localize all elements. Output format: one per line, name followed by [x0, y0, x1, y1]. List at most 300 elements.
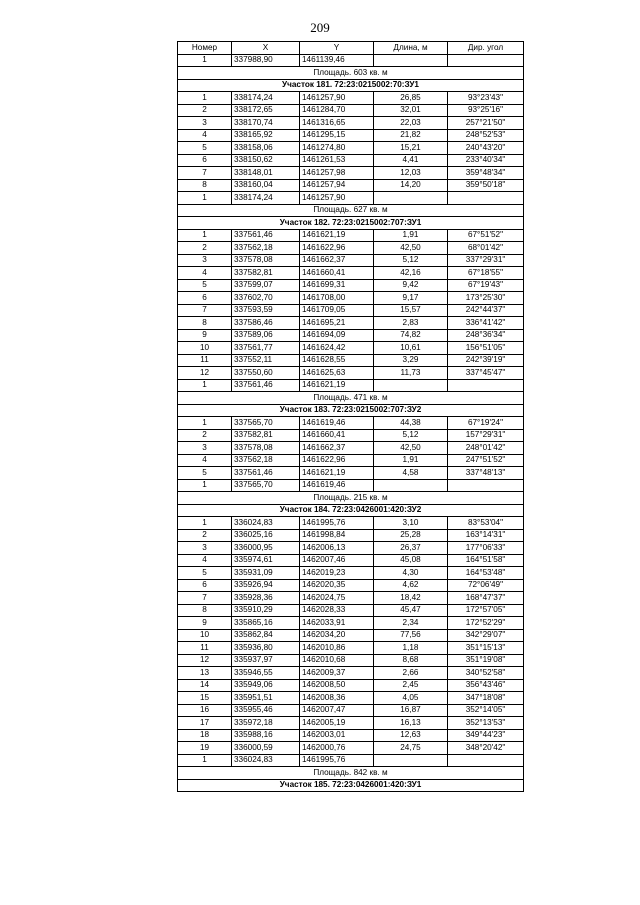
x-coordinate-cell: 335988,16 — [232, 729, 300, 742]
length-cell: 1,91 — [374, 229, 448, 242]
direction-angle-cell: 351°19'08" — [448, 654, 524, 667]
point-number-cell: 10 — [178, 342, 232, 355]
area-label: Площадь. 842 кв. м — [178, 767, 524, 780]
y-coordinate-cell: 1461621,19 — [300, 379, 374, 392]
y-coordinate-cell: 1462009,37 — [300, 667, 374, 680]
point-number-cell: 4 — [178, 129, 232, 142]
area-row — [178, 492, 524, 505]
length-cell: 74,82 — [374, 329, 448, 342]
length-cell: 1,91 — [374, 454, 448, 467]
direction-angle-cell: 337°48'13" — [448, 467, 524, 480]
table-row — [178, 717, 524, 730]
length-cell: 42,16 — [374, 267, 448, 280]
area-label: Площадь. 627 кв. м — [178, 204, 524, 217]
point-number-cell: 8 — [178, 179, 232, 192]
point-number-cell: 15 — [178, 692, 232, 705]
y-coordinate-cell: 1461621,19 — [300, 229, 374, 242]
direction-angle-cell: 352°14'05" — [448, 704, 524, 717]
x-coordinate-cell: 336024,83 — [232, 517, 300, 530]
length-cell: 10,61 — [374, 342, 448, 355]
table-row — [178, 479, 524, 492]
y-coordinate-cell: 1462008,36 — [300, 692, 374, 705]
direction-angle-cell: 257°21'50" — [448, 117, 524, 130]
area-row — [178, 67, 524, 80]
x-coordinate-cell: 336000,95 — [232, 542, 300, 555]
table-row — [178, 379, 524, 392]
point-number-cell: 12 — [178, 654, 232, 667]
table-row — [178, 604, 524, 617]
table-row — [178, 567, 524, 580]
direction-angle-cell: 356°43'46" — [448, 679, 524, 692]
area-label: Площадь. 471 кв. м — [178, 392, 524, 405]
coordinates-table — [177, 41, 524, 792]
y-coordinate-cell: 1462006,13 — [300, 542, 374, 555]
y-coordinate-cell: 1461624,42 — [300, 342, 374, 355]
table-row — [178, 542, 524, 555]
length-cell: 12,63 — [374, 729, 448, 742]
header-y: Y — [300, 42, 374, 55]
table-row — [178, 92, 524, 105]
x-coordinate-cell: 338148,01 — [232, 167, 300, 180]
x-coordinate-cell: 337582,81 — [232, 429, 300, 442]
x-coordinate-cell: 337562,18 — [232, 242, 300, 255]
table-row — [178, 304, 524, 317]
point-number-cell: 16 — [178, 704, 232, 717]
table-row — [178, 192, 524, 205]
section-heading-row — [178, 779, 524, 792]
direction-angle-cell: 247°51'52" — [448, 454, 524, 467]
length-cell: 4,30 — [374, 567, 448, 580]
area-row — [178, 767, 524, 780]
point-number-cell: 9 — [178, 329, 232, 342]
direction-angle-cell: 248°52'53" — [448, 129, 524, 142]
length-cell: 3,10 — [374, 517, 448, 530]
length-cell: 12,03 — [374, 167, 448, 180]
y-coordinate-cell: 1461261,53 — [300, 154, 374, 167]
y-coordinate-cell: 1461257,94 — [300, 179, 374, 192]
direction-angle-cell: 164°53'48" — [448, 567, 524, 580]
length-cell: 45,47 — [374, 604, 448, 617]
direction-angle-cell: 156°51'05" — [448, 342, 524, 355]
point-number-cell: 1 — [178, 192, 232, 205]
length-cell: 24,75 — [374, 742, 448, 755]
length-cell: 26,37 — [374, 542, 448, 555]
header-x: X — [232, 42, 300, 55]
length-cell: 11,73 — [374, 367, 448, 380]
direction-angle-cell: 177°06'33" — [448, 542, 524, 555]
y-coordinate-cell: 1461316,65 — [300, 117, 374, 130]
point-number-cell: 11 — [178, 642, 232, 655]
point-number-cell: 4 — [178, 267, 232, 280]
table-row — [178, 292, 524, 305]
x-coordinate-cell: 337593,59 — [232, 304, 300, 317]
direction-angle-cell — [448, 754, 524, 767]
x-coordinate-cell: 337552,11 — [232, 354, 300, 367]
point-number-cell: 2 — [178, 529, 232, 542]
y-coordinate-cell: 1461695,21 — [300, 317, 374, 330]
length-cell: 22,03 — [374, 117, 448, 130]
table-row — [178, 317, 524, 330]
x-coordinate-cell: 336025,16 — [232, 529, 300, 542]
table-row — [178, 104, 524, 117]
point-number-cell: 19 — [178, 742, 232, 755]
point-number-cell: 5 — [178, 142, 232, 155]
header-length: Длина, м — [374, 42, 448, 55]
x-coordinate-cell: 337561,77 — [232, 342, 300, 355]
table-row — [178, 579, 524, 592]
area-row — [178, 392, 524, 405]
point-number-cell: 1 — [178, 229, 232, 242]
direction-angle-cell: 72°06'49" — [448, 579, 524, 592]
length-cell: 16,13 — [374, 717, 448, 730]
length-cell: 5,12 — [374, 254, 448, 267]
length-cell: 26,85 — [374, 92, 448, 105]
point-number-cell: 6 — [178, 579, 232, 592]
y-coordinate-cell: 1462010,86 — [300, 642, 374, 655]
x-coordinate-cell: 335926,94 — [232, 579, 300, 592]
point-number-cell: 5 — [178, 567, 232, 580]
y-coordinate-cell: 1462034,20 — [300, 629, 374, 642]
direction-angle-cell: 168°47'37" — [448, 592, 524, 605]
table-row — [178, 467, 524, 480]
point-number-cell: 3 — [178, 442, 232, 455]
point-number-cell: 11 — [178, 354, 232, 367]
length-cell: 2,34 — [374, 617, 448, 630]
y-coordinate-cell: 1461619,46 — [300, 417, 374, 430]
x-coordinate-cell: 335936,80 — [232, 642, 300, 655]
y-coordinate-cell: 1461998,84 — [300, 529, 374, 542]
length-cell: 4,41 — [374, 154, 448, 167]
section-heading-row — [178, 504, 524, 517]
x-coordinate-cell: 337602,70 — [232, 292, 300, 305]
y-coordinate-cell: 1461625,63 — [300, 367, 374, 380]
point-number-cell: 18 — [178, 729, 232, 742]
x-coordinate-cell: 337582,81 — [232, 267, 300, 280]
direction-angle-cell: 242°44'37" — [448, 304, 524, 317]
direction-angle-cell: 349°44'23" — [448, 729, 524, 742]
x-coordinate-cell: 336024,83 — [232, 754, 300, 767]
direction-angle-cell: 83°53'04" — [448, 517, 524, 530]
y-coordinate-cell: 1461660,41 — [300, 267, 374, 280]
x-coordinate-cell: 337589,06 — [232, 329, 300, 342]
point-number-cell: 14 — [178, 679, 232, 692]
length-cell: 32,01 — [374, 104, 448, 117]
direction-angle-cell: 351°15'13" — [448, 642, 524, 655]
y-coordinate-cell: 1462020,35 — [300, 579, 374, 592]
point-number-cell: 12 — [178, 367, 232, 380]
point-number-cell: 1 — [178, 417, 232, 430]
point-number-cell: 17 — [178, 717, 232, 730]
point-number-cell: 6 — [178, 154, 232, 167]
point-number-cell: 3 — [178, 254, 232, 267]
direction-angle-cell: 233°40'34" — [448, 154, 524, 167]
length-cell: 2,45 — [374, 679, 448, 692]
y-coordinate-cell: 1461694,09 — [300, 329, 374, 342]
table-row — [178, 279, 524, 292]
length-cell: 9,42 — [374, 279, 448, 292]
y-coordinate-cell: 1462000,76 — [300, 742, 374, 755]
point-number-cell: 4 — [178, 554, 232, 567]
point-number-cell: 1 — [178, 92, 232, 105]
length-cell: 77,56 — [374, 629, 448, 642]
point-number-cell: 7 — [178, 304, 232, 317]
x-coordinate-cell: 338170,74 — [232, 117, 300, 130]
point-number-cell: 7 — [178, 167, 232, 180]
header-number: Номер — [178, 42, 232, 55]
table-row — [178, 642, 524, 655]
table-row — [178, 342, 524, 355]
y-coordinate-cell: 1462003,01 — [300, 729, 374, 742]
direction-angle-cell: 67°18'55" — [448, 267, 524, 280]
length-cell: 5,12 — [374, 429, 448, 442]
point-number-cell: 4 — [178, 454, 232, 467]
table-row — [178, 617, 524, 630]
length-cell: 42,50 — [374, 442, 448, 455]
direction-angle-cell: 348°20'42" — [448, 742, 524, 755]
x-coordinate-cell: 335974,61 — [232, 554, 300, 567]
direction-angle-cell: 163°14'31" — [448, 529, 524, 542]
table-row — [178, 54, 524, 67]
direction-angle-cell: 93°23'43" — [448, 92, 524, 105]
y-coordinate-cell: 1461257,98 — [300, 167, 374, 180]
table-row — [178, 242, 524, 255]
x-coordinate-cell: 337578,08 — [232, 254, 300, 267]
length-cell: 1,18 — [374, 642, 448, 655]
section-heading: Участок 185. 72:23:0426001:420:ЗУ1 — [178, 779, 524, 792]
y-coordinate-cell: 1461622,96 — [300, 242, 374, 255]
direction-angle-cell: 68°01'42" — [448, 242, 524, 255]
table-row — [178, 229, 524, 242]
direction-angle-cell: 164°51'58" — [448, 554, 524, 567]
x-coordinate-cell: 335955,46 — [232, 704, 300, 717]
x-coordinate-cell: 335937,97 — [232, 654, 300, 667]
x-coordinate-cell: 338174,24 — [232, 92, 300, 105]
point-number-cell: 5 — [178, 467, 232, 480]
x-coordinate-cell: 336000,59 — [232, 742, 300, 755]
y-coordinate-cell: 1462005,19 — [300, 717, 374, 730]
table-row — [178, 429, 524, 442]
y-coordinate-cell: 1461699,31 — [300, 279, 374, 292]
direction-angle-cell — [448, 379, 524, 392]
point-number-cell: 1 — [178, 379, 232, 392]
y-coordinate-cell: 1462010,68 — [300, 654, 374, 667]
table-row — [178, 254, 524, 267]
y-coordinate-cell: 1462007,47 — [300, 704, 374, 717]
table-row — [178, 354, 524, 367]
direction-angle-cell: 67°51'52" — [448, 229, 524, 242]
table-row — [178, 554, 524, 567]
direction-angle-cell: 359°48'34" — [448, 167, 524, 180]
table-row — [178, 729, 524, 742]
x-coordinate-cell: 337562,18 — [232, 454, 300, 467]
y-coordinate-cell: 1461619,46 — [300, 479, 374, 492]
x-coordinate-cell: 335928,36 — [232, 592, 300, 605]
direction-angle-cell — [448, 192, 524, 205]
x-coordinate-cell: 335946,55 — [232, 667, 300, 680]
direction-angle-cell: 67°19'43" — [448, 279, 524, 292]
length-cell — [374, 192, 448, 205]
direction-angle-cell: 172°57'05" — [448, 604, 524, 617]
y-coordinate-cell: 1462019,23 — [300, 567, 374, 580]
section-heading-row — [178, 79, 524, 92]
point-number-cell: 1 — [178, 517, 232, 530]
x-coordinate-cell: 337561,46 — [232, 467, 300, 480]
table-row — [178, 629, 524, 642]
y-coordinate-cell: 1461274,80 — [300, 142, 374, 155]
y-coordinate-cell: 1461284,70 — [300, 104, 374, 117]
length-cell: 15,57 — [374, 304, 448, 317]
length-cell: 44,38 — [374, 417, 448, 430]
length-cell: 4,05 — [374, 692, 448, 705]
y-coordinate-cell: 1461995,76 — [300, 754, 374, 767]
x-coordinate-cell: 335910,29 — [232, 604, 300, 617]
area-label: Площадь. 603 кв. м — [178, 67, 524, 80]
y-coordinate-cell: 1461295,15 — [300, 129, 374, 142]
y-coordinate-cell: 1461709,05 — [300, 304, 374, 317]
section-heading: Участок 182. 72:23:0215002:707:ЗУ1 — [178, 217, 524, 230]
length-cell: 9,17 — [374, 292, 448, 305]
x-coordinate-cell: 338158,06 — [232, 142, 300, 155]
point-number-cell: 10 — [178, 629, 232, 642]
direction-angle-cell: 352°13'53" — [448, 717, 524, 730]
area-row — [178, 204, 524, 217]
x-coordinate-cell: 335931,09 — [232, 567, 300, 580]
point-number-cell: 2 — [178, 242, 232, 255]
point-number-cell: 2 — [178, 429, 232, 442]
length-cell: 18,42 — [374, 592, 448, 605]
x-coordinate-cell: 337586,46 — [232, 317, 300, 330]
section-heading: Участок 183. 72:23:0215002:707:ЗУ2 — [178, 404, 524, 417]
point-number-cell: 6 — [178, 292, 232, 305]
section-heading-row — [178, 217, 524, 230]
length-cell: 45,08 — [374, 554, 448, 567]
section-heading-row — [178, 404, 524, 417]
x-coordinate-cell: 335949,06 — [232, 679, 300, 692]
table-row — [178, 517, 524, 530]
x-coordinate-cell: 335951,51 — [232, 692, 300, 705]
table-row — [178, 529, 524, 542]
length-cell: 8,68 — [374, 654, 448, 667]
x-coordinate-cell: 337561,46 — [232, 229, 300, 242]
table-row — [178, 704, 524, 717]
table-row — [178, 679, 524, 692]
length-cell — [374, 754, 448, 767]
y-coordinate-cell: 1461139,46 — [300, 54, 374, 67]
point-number-cell: 1 — [178, 754, 232, 767]
point-number-cell: 1 — [178, 479, 232, 492]
table-body — [178, 54, 524, 792]
direction-angle-cell: 172°52'29" — [448, 617, 524, 630]
y-coordinate-cell: 1462007,46 — [300, 554, 374, 567]
length-cell: 2,83 — [374, 317, 448, 330]
point-number-cell: 5 — [178, 279, 232, 292]
x-coordinate-cell: 337561,46 — [232, 379, 300, 392]
y-coordinate-cell: 1461662,37 — [300, 442, 374, 455]
header-row — [178, 42, 524, 55]
point-number-cell: 3 — [178, 542, 232, 555]
direction-angle-cell: 173°25'30" — [448, 292, 524, 305]
y-coordinate-cell: 1461621,19 — [300, 467, 374, 480]
table-row — [178, 454, 524, 467]
length-cell — [374, 379, 448, 392]
point-number-cell: 2 — [178, 104, 232, 117]
length-cell: 2,66 — [374, 667, 448, 680]
y-coordinate-cell: 1461995,76 — [300, 517, 374, 530]
length-cell: 25,28 — [374, 529, 448, 542]
direction-angle-cell: 67°19'24" — [448, 417, 524, 430]
y-coordinate-cell: 1461708,00 — [300, 292, 374, 305]
x-coordinate-cell: 338150,62 — [232, 154, 300, 167]
direction-angle-cell: 248°36'34" — [448, 329, 524, 342]
length-cell: 15,21 — [374, 142, 448, 155]
table-row — [178, 592, 524, 605]
point-number-cell: 13 — [178, 667, 232, 680]
table-row — [178, 267, 524, 280]
area-label: Площадь. 215 кв. м — [178, 492, 524, 505]
x-coordinate-cell: 335972,18 — [232, 717, 300, 730]
x-coordinate-cell: 337988,90 — [232, 54, 300, 67]
direction-angle-cell: 337°45'47" — [448, 367, 524, 380]
table-row — [178, 754, 524, 767]
table-row — [178, 667, 524, 680]
length-cell: 14,20 — [374, 179, 448, 192]
table-row — [178, 742, 524, 755]
table-row — [178, 367, 524, 380]
length-cell: 3,29 — [374, 354, 448, 367]
table-row — [178, 329, 524, 342]
section-heading: Участок 184. 72:23:0426001:420:ЗУ2 — [178, 504, 524, 517]
direction-angle-cell: 337°29'31" — [448, 254, 524, 267]
y-coordinate-cell: 1461257,90 — [300, 92, 374, 105]
length-cell — [374, 54, 448, 67]
x-coordinate-cell: 338165,92 — [232, 129, 300, 142]
direction-angle-cell — [448, 54, 524, 67]
y-coordinate-cell: 1462024,75 — [300, 592, 374, 605]
table-row — [178, 154, 524, 167]
y-coordinate-cell: 1462028,33 — [300, 604, 374, 617]
table-row — [178, 167, 524, 180]
direction-angle-cell: 336°41'42" — [448, 317, 524, 330]
x-coordinate-cell: 338172,65 — [232, 104, 300, 117]
table-row — [178, 129, 524, 142]
length-cell: 16,87 — [374, 704, 448, 717]
y-coordinate-cell: 1461257,90 — [300, 192, 374, 205]
length-cell — [374, 479, 448, 492]
table-row — [178, 692, 524, 705]
x-coordinate-cell: 337565,70 — [232, 417, 300, 430]
point-number-cell: 8 — [178, 317, 232, 330]
direction-angle-cell — [448, 479, 524, 492]
direction-angle-cell: 359°50'18" — [448, 179, 524, 192]
page-number: 209 — [310, 20, 330, 35]
x-coordinate-cell: 337599,07 — [232, 279, 300, 292]
length-cell: 42,50 — [374, 242, 448, 255]
x-coordinate-cell: 337565,70 — [232, 479, 300, 492]
x-coordinate-cell: 335862,84 — [232, 629, 300, 642]
x-coordinate-cell: 338174,24 — [232, 192, 300, 205]
direction-angle-cell: 93°25'16" — [448, 104, 524, 117]
direction-angle-cell: 242°39'19" — [448, 354, 524, 367]
y-coordinate-cell: 1462008,50 — [300, 679, 374, 692]
table-row — [178, 417, 524, 430]
table-row — [178, 117, 524, 130]
direction-angle-cell: 340°52'58" — [448, 667, 524, 680]
length-cell: 4,62 — [374, 579, 448, 592]
direction-angle-cell: 157°29'31" — [448, 429, 524, 442]
direction-angle-cell: 342°29'07" — [448, 629, 524, 642]
direction-angle-cell: 347°18'08" — [448, 692, 524, 705]
x-coordinate-cell: 337550,60 — [232, 367, 300, 380]
